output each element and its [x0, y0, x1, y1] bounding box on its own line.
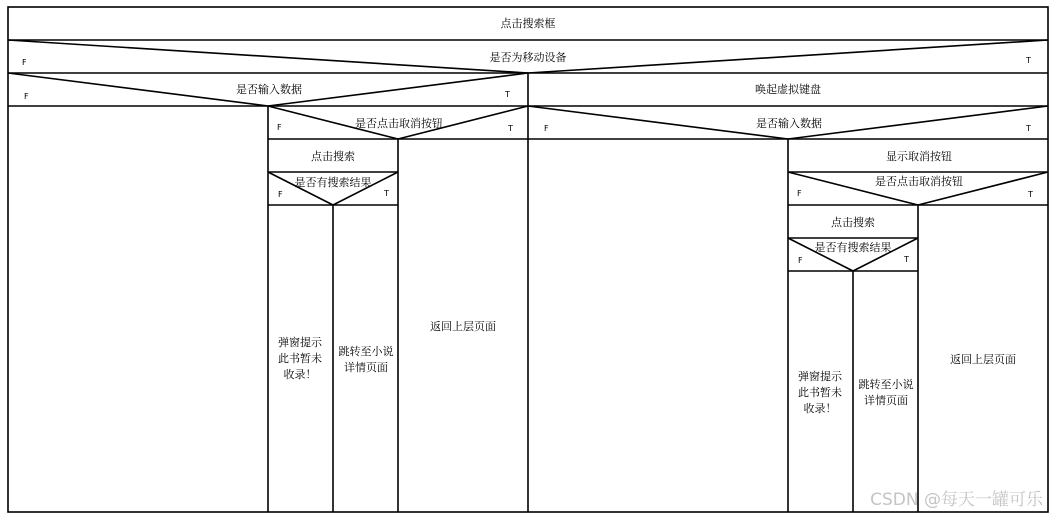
pc-cond-input-f: F: [24, 92, 29, 101]
mobile-cond-input-f: F: [544, 124, 549, 133]
pc-cond-input-t: T: [505, 90, 510, 99]
mobile-has-result-line-2: 详情页面: [864, 394, 908, 407]
pc-cond-result-label: 是否有搜索结果: [294, 176, 372, 189]
pc-no-result-line-1: 弹窗提示: [278, 336, 322, 349]
pc-cond-cancel-label: 是否点击取消按钮: [355, 117, 443, 130]
mobile-has-result-line-1: 跳转至小说: [858, 378, 914, 391]
mobile-cond-cancel-label: 是否点击取消按钮: [875, 175, 963, 188]
pc-has-result-line-1: 跳转至小说: [338, 345, 394, 358]
pc-has-result-line-2: 详情页面: [344, 361, 388, 374]
mobile-cond-result-f: F: [798, 256, 803, 265]
cond-mobile-label: 是否为移动设备: [489, 51, 567, 64]
mobile-no-result-line-3: 收录！: [803, 402, 837, 415]
mobile-cond-result-t: T: [904, 255, 909, 264]
cond-mobile-f: F: [22, 58, 27, 67]
mobile-keyboard: 唤起虚拟键盘: [755, 83, 821, 96]
mobile-cond-input-label: 是否输入数据: [756, 117, 822, 130]
mobile-cond-cancel-f: F: [797, 189, 802, 198]
top-process-label: 点击搜索框: [500, 17, 556, 30]
pc-go-back: 返回上层页面: [430, 320, 496, 333]
mobile-cond-cancel-t: T: [1028, 190, 1033, 199]
pc-no-result-line-2: 此书暂未: [278, 352, 322, 365]
mobile-cond-result-label: 是否有搜索结果: [814, 241, 892, 254]
mobile-click-search: 点击搜索: [831, 216, 875, 229]
watermark: CSDN @每天一罐可乐: [870, 490, 1043, 510]
cond-mobile-t: T: [1026, 56, 1031, 65]
pc-click-search: 点击搜索: [311, 150, 355, 163]
pc-cond-cancel-f: F: [277, 123, 282, 132]
pc-cond-result-t: T: [384, 189, 389, 198]
mobile-no-result-line-2: 此书暂未: [798, 386, 842, 399]
mobile-go-back: 返回上层页面: [950, 353, 1016, 366]
pc-no-result-line-3: 收录！: [283, 368, 317, 381]
mobile-show-cancel: 显示取消按钮: [886, 150, 952, 163]
pc-cond-result-f: F: [278, 190, 283, 199]
mobile-cond-input-t: T: [1026, 124, 1031, 133]
pc-cond-cancel-t: T: [508, 124, 513, 133]
pc-cond-input-label: 是否输入数据: [236, 83, 302, 96]
mobile-no-result-line-1: 弹窗提示: [798, 370, 842, 383]
